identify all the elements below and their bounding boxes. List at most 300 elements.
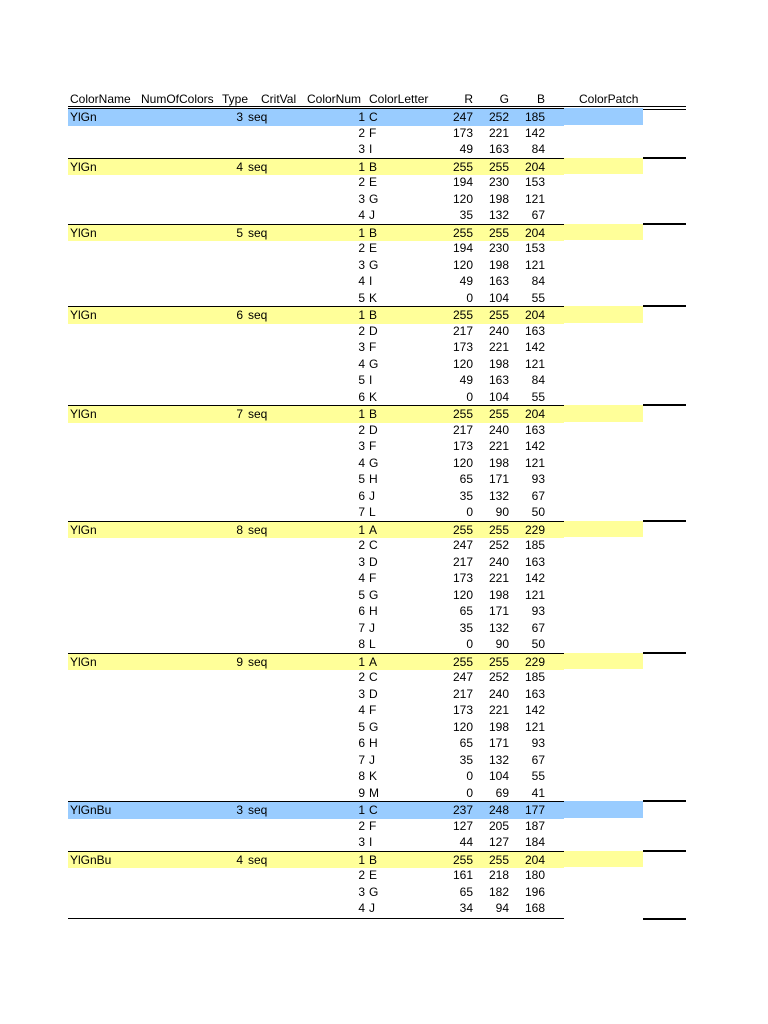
color-name-cell: YlGnBu <box>70 852 112 867</box>
b-value-cell: 84 <box>531 274 545 288</box>
b-value-cell: 204 <box>524 852 545 867</box>
table-row <box>68 768 564 785</box>
r-value-cell: 120 <box>452 719 473 734</box>
color-name-cell: YlGn <box>70 654 97 669</box>
g-value-cell: 255 <box>488 308 509 322</box>
table-row <box>68 323 564 340</box>
color-letter-cell: C <box>369 110 378 124</box>
group-divider-line <box>643 918 686 920</box>
num-of-colors-cell: 8 <box>236 522 243 537</box>
b-value-cell: 153 <box>524 241 545 255</box>
color-letter-cell: G <box>369 455 379 470</box>
color-letter-cell: B <box>369 407 378 421</box>
num-of-colors-cell: 9 <box>236 654 243 669</box>
color-letter-cell: F <box>369 703 377 717</box>
color-letter-cell: G <box>369 356 379 371</box>
color-letter-cell: B <box>369 225 378 240</box>
g-value-cell: 163 <box>488 373 509 387</box>
color-num-cell: 5 <box>358 290 365 305</box>
color-name-cell: YlGn <box>70 110 97 124</box>
r-value-cell: 247 <box>452 110 473 124</box>
num-of-colors-cell: 3 <box>236 110 243 124</box>
g-value-cell: 230 <box>488 241 509 255</box>
table-row <box>68 620 564 637</box>
g-value-cell: 90 <box>495 505 509 519</box>
color-letter-cell: F <box>369 439 377 453</box>
r-value-cell: 255 <box>452 407 473 421</box>
group-divider-line <box>643 157 686 159</box>
table-row <box>68 174 564 191</box>
color-letter-cell: G <box>369 884 379 899</box>
g-value-cell: 69 <box>495 785 509 800</box>
color-letter-cell: C <box>369 538 378 552</box>
color-letter-cell: J <box>369 901 375 915</box>
color-letter-cell: G <box>369 719 379 734</box>
table-row <box>68 356 564 373</box>
g-value-cell: 198 <box>488 455 509 470</box>
g-value-cell: 205 <box>488 818 509 833</box>
g-value-cell: 252 <box>488 538 509 552</box>
color-num-cell: 5 <box>358 587 365 602</box>
color-num-cell: 3 <box>358 340 365 354</box>
color-num-cell: 7 <box>358 505 365 519</box>
color-name-cell: YlGn <box>70 522 97 537</box>
group-divider-line <box>643 850 686 852</box>
color-letter-cell: C <box>369 670 378 684</box>
b-value-cell: 67 <box>531 620 545 635</box>
color-letter-cell: G <box>369 191 379 206</box>
color-num-cell: 2 <box>358 868 365 882</box>
type-cell: seq <box>248 225 268 240</box>
color-letter-cell: J <box>369 752 375 767</box>
color-letter-cell: D <box>369 554 378 569</box>
g-value-cell: 255 <box>488 407 509 421</box>
color-num-cell: 4 <box>358 356 365 371</box>
color-patch-band <box>564 801 643 818</box>
g-value-cell: 94 <box>495 901 509 915</box>
b-value-cell: 184 <box>524 835 545 849</box>
table-row <box>68 801 564 819</box>
g-value-cell: 198 <box>488 587 509 602</box>
b-value-cell: 142 <box>524 439 545 453</box>
color-letter-cell: D <box>369 323 378 338</box>
color-letter-cell: B <box>369 159 378 174</box>
table-row <box>68 306 564 324</box>
g-value-cell: 198 <box>488 191 509 206</box>
table-row <box>68 141 564 158</box>
color-letter-cell: E <box>369 868 378 882</box>
color-num-cell: 2 <box>358 323 365 338</box>
color-letter-cell: J <box>369 620 375 635</box>
b-value-cell: 93 <box>531 604 545 618</box>
g-value-cell: 198 <box>488 719 509 734</box>
r-value-cell: 255 <box>452 225 473 240</box>
table-row <box>68 884 564 901</box>
color-letter-cell: F <box>369 340 377 354</box>
g-value-cell: 171 <box>488 736 509 750</box>
r-value-cell: 35 <box>459 488 473 503</box>
r-value-cell: 217 <box>452 554 473 569</box>
color-num-cell: 2 <box>358 125 365 140</box>
r-value-cell: 255 <box>452 159 473 174</box>
color-num-cell: 3 <box>358 554 365 569</box>
r-value-cell: 0 <box>466 505 473 519</box>
g-value-cell: 221 <box>488 703 509 717</box>
table-row <box>68 537 564 554</box>
g-value-cell: 163 <box>488 274 509 288</box>
b-value-cell: 67 <box>531 488 545 503</box>
type-cell: seq <box>248 522 268 537</box>
table-row <box>68 900 564 917</box>
g-value-cell: 255 <box>488 654 509 669</box>
table-row <box>68 851 564 869</box>
table-row <box>68 438 564 455</box>
color-num-cell: 1 <box>358 407 365 421</box>
color-letter-cell: H <box>369 604 378 618</box>
g-value-cell: 240 <box>488 323 509 338</box>
b-value-cell: 55 <box>531 389 545 404</box>
header-g: G <box>499 92 509 106</box>
r-value-cell: 65 <box>459 736 473 750</box>
b-value-cell: 142 <box>524 340 545 354</box>
r-value-cell: 35 <box>459 208 473 222</box>
r-value-cell: 65 <box>459 884 473 899</box>
g-value-cell: 198 <box>488 356 509 371</box>
color-letter-cell: H <box>369 472 378 486</box>
num-of-colors-cell: 5 <box>236 225 243 240</box>
group-divider-line <box>643 800 686 802</box>
header-rule-top <box>68 106 686 107</box>
r-value-cell: 65 <box>459 604 473 618</box>
color-num-cell: 6 <box>358 389 365 404</box>
b-value-cell: 93 <box>531 736 545 750</box>
table-row <box>68 554 564 571</box>
color-num-cell: 9 <box>358 785 365 800</box>
g-value-cell: 255 <box>488 159 509 174</box>
color-letter-cell: C <box>369 803 378 817</box>
b-value-cell: 142 <box>524 703 545 717</box>
type-cell: seq <box>248 159 268 174</box>
type-cell: seq <box>248 110 268 124</box>
type-cell: seq <box>248 654 268 669</box>
color-letter-cell: L <box>369 637 376 651</box>
color-num-cell: 5 <box>358 373 365 387</box>
num-of-colors-cell: 7 <box>236 407 243 421</box>
table-row <box>68 653 564 671</box>
g-value-cell: 221 <box>488 340 509 354</box>
table-row <box>68 339 564 356</box>
color-letter-cell: D <box>369 422 378 437</box>
g-value-cell: 221 <box>488 571 509 585</box>
b-value-cell: 142 <box>524 571 545 585</box>
color-patch-band <box>564 405 643 422</box>
b-value-cell: 163 <box>524 554 545 569</box>
b-value-cell: 121 <box>524 356 545 371</box>
header-num-of-colors: NumOfColors <box>141 92 214 106</box>
r-value-cell: 120 <box>452 191 473 206</box>
color-num-cell: 2 <box>358 538 365 552</box>
header-r: R <box>464 92 473 106</box>
r-value-cell: 65 <box>459 472 473 486</box>
table-row <box>68 372 564 389</box>
b-value-cell: 50 <box>531 637 545 651</box>
b-value-cell: 185 <box>524 110 545 124</box>
table-row <box>68 752 564 769</box>
color-num-cell: 3 <box>358 686 365 701</box>
num-of-colors-cell: 4 <box>236 852 243 867</box>
r-value-cell: 217 <box>452 323 473 338</box>
color-name-cell: YlGnBu <box>70 803 112 817</box>
r-value-cell: 173 <box>452 703 473 717</box>
r-value-cell: 120 <box>452 587 473 602</box>
r-value-cell: 0 <box>466 785 473 800</box>
num-of-colors-cell: 4 <box>236 159 243 174</box>
group-divider-line <box>643 305 686 307</box>
b-value-cell: 204 <box>524 308 545 322</box>
r-value-cell: 49 <box>459 274 473 288</box>
color-num-cell: 6 <box>358 604 365 618</box>
group-divider-line <box>643 404 686 406</box>
color-patch-band <box>564 653 643 670</box>
r-value-cell: 161 <box>452 868 473 882</box>
color-letter-cell: F <box>369 125 377 140</box>
r-value-cell: 247 <box>452 538 473 552</box>
color-num-cell: 5 <box>358 472 365 486</box>
b-value-cell: 168 <box>524 901 545 915</box>
b-value-cell: 187 <box>524 818 545 833</box>
table-row <box>68 389 564 406</box>
g-value-cell: 240 <box>488 422 509 437</box>
header-type: Type <box>222 92 249 106</box>
b-value-cell: 55 <box>531 769 545 783</box>
color-num-cell: 3 <box>358 257 365 272</box>
r-value-cell: 255 <box>452 522 473 537</box>
r-value-cell: 217 <box>452 686 473 701</box>
table-row <box>68 702 564 719</box>
color-name-cell: YlGn <box>70 159 97 174</box>
g-value-cell: 221 <box>488 439 509 453</box>
color-num-cell: 1 <box>358 803 365 817</box>
r-value-cell: 0 <box>466 290 473 305</box>
b-value-cell: 121 <box>524 191 545 206</box>
b-value-cell: 204 <box>524 225 545 240</box>
table-row <box>68 504 564 521</box>
table-row <box>68 636 564 653</box>
b-value-cell: 121 <box>524 719 545 734</box>
group-divider-line <box>643 520 686 522</box>
header-color-name: ColorName <box>70 92 131 106</box>
b-value-cell: 153 <box>524 175 545 189</box>
color-num-cell: 2 <box>358 422 365 437</box>
color-letter-cell: A <box>369 654 378 669</box>
table-row <box>68 240 564 257</box>
b-value-cell: 84 <box>531 142 545 156</box>
num-of-colors-cell: 6 <box>236 308 243 322</box>
r-value-cell: 120 <box>452 356 473 371</box>
color-name-cell: YlGn <box>70 407 97 421</box>
r-value-cell: 255 <box>452 654 473 669</box>
table-row <box>68 719 564 736</box>
b-value-cell: 121 <box>524 455 545 470</box>
header-color-letter: ColorLetter <box>369 92 429 106</box>
g-value-cell: 218 <box>488 868 509 882</box>
table-row <box>68 422 564 439</box>
group-divider-line <box>643 223 686 225</box>
r-value-cell: 255 <box>452 308 473 322</box>
r-value-cell: 120 <box>452 455 473 470</box>
g-value-cell: 255 <box>488 225 509 240</box>
header-crit-val: CritVal <box>261 92 297 106</box>
table-row <box>68 207 564 224</box>
color-num-cell: 6 <box>358 736 365 750</box>
table-row <box>68 570 564 587</box>
b-value-cell: 229 <box>524 522 545 537</box>
color-letter-cell: J <box>369 208 375 222</box>
b-value-cell: 204 <box>524 407 545 421</box>
color-letter-cell: E <box>369 241 378 255</box>
g-value-cell: 198 <box>488 257 509 272</box>
table-row <box>68 290 564 307</box>
num-of-colors-cell: 3 <box>236 803 243 817</box>
table-row <box>68 273 564 290</box>
color-num-cell: 5 <box>358 719 365 734</box>
r-value-cell: 0 <box>466 637 473 651</box>
g-value-cell: 104 <box>488 389 509 404</box>
r-value-cell: 120 <box>452 257 473 272</box>
b-value-cell: 55 <box>531 290 545 305</box>
r-value-cell: 217 <box>452 422 473 437</box>
r-value-cell: 35 <box>459 620 473 635</box>
table-row <box>68 834 564 851</box>
color-num-cell: 8 <box>358 637 365 651</box>
group-divider-line <box>643 652 686 654</box>
color-num-cell: 1 <box>358 522 365 537</box>
table-row <box>68 471 564 488</box>
color-letter-cell: J <box>369 488 375 503</box>
color-letter-cell: I <box>369 274 373 288</box>
b-value-cell: 163 <box>524 686 545 701</box>
color-num-cell: 3 <box>358 142 365 156</box>
table-row <box>68 455 564 472</box>
type-cell: seq <box>248 308 268 322</box>
color-letter-cell: A <box>369 522 378 537</box>
g-value-cell: 90 <box>495 637 509 651</box>
color-patch-band <box>564 306 643 323</box>
g-value-cell: 163 <box>488 142 509 156</box>
color-num-cell: 1 <box>358 225 365 240</box>
g-value-cell: 132 <box>488 208 509 222</box>
r-value-cell: 173 <box>452 340 473 354</box>
r-value-cell: 44 <box>459 835 473 849</box>
r-value-cell: 127 <box>452 818 473 833</box>
b-value-cell: 185 <box>524 538 545 552</box>
r-value-cell: 194 <box>452 175 473 189</box>
type-cell: seq <box>248 407 268 421</box>
color-num-cell: 2 <box>358 241 365 255</box>
b-value-cell: 93 <box>531 472 545 486</box>
color-num-cell: 2 <box>358 670 365 684</box>
g-value-cell: 132 <box>488 620 509 635</box>
r-value-cell: 194 <box>452 241 473 255</box>
color-patch-band <box>564 224 643 241</box>
color-num-cell: 6 <box>358 488 365 503</box>
b-value-cell: 163 <box>524 422 545 437</box>
b-value-cell: 67 <box>531 208 545 222</box>
color-letter-cell: L <box>369 505 376 519</box>
b-value-cell: 84 <box>531 373 545 387</box>
r-value-cell: 173 <box>452 439 473 453</box>
color-num-cell: 3 <box>358 439 365 453</box>
table-row <box>68 603 564 620</box>
color-patch-band <box>564 851 643 868</box>
color-num-cell: 1 <box>358 852 365 867</box>
g-value-cell: 171 <box>488 604 509 618</box>
table-row <box>68 521 564 539</box>
g-value-cell: 127 <box>488 835 509 849</box>
r-value-cell: 173 <box>452 571 473 585</box>
b-value-cell: 180 <box>524 868 545 882</box>
b-value-cell: 121 <box>524 257 545 272</box>
color-letter-cell: I <box>369 142 373 156</box>
r-value-cell: 255 <box>452 852 473 867</box>
color-num-cell: 3 <box>358 191 365 206</box>
color-letter-cell: K <box>369 389 378 404</box>
table-row <box>68 867 564 884</box>
table-row <box>68 488 564 505</box>
table-row <box>68 785 564 802</box>
color-num-cell: 1 <box>358 308 365 322</box>
color-patch-band <box>564 158 643 175</box>
table-row <box>68 257 564 274</box>
table-row <box>68 108 564 126</box>
color-num-cell: 7 <box>358 620 365 635</box>
color-num-cell: 4 <box>358 703 365 717</box>
g-value-cell: 132 <box>488 488 509 503</box>
table-row <box>68 818 564 835</box>
b-value-cell: 204 <box>524 159 545 174</box>
color-num-cell: 1 <box>358 159 365 174</box>
table-row <box>68 686 564 703</box>
b-value-cell: 229 <box>524 654 545 669</box>
g-value-cell: 240 <box>488 686 509 701</box>
color-patch-band <box>564 108 643 125</box>
color-num-cell: 1 <box>358 110 365 124</box>
color-num-cell: 8 <box>358 769 365 783</box>
g-value-cell: 240 <box>488 554 509 569</box>
color-num-cell: 4 <box>358 208 365 222</box>
color-letter-cell: F <box>369 571 377 585</box>
b-value-cell: 196 <box>524 884 545 899</box>
table-row <box>68 125 564 142</box>
g-value-cell: 255 <box>488 522 509 537</box>
color-num-cell: 3 <box>358 835 365 849</box>
table-row <box>68 669 564 686</box>
g-value-cell: 132 <box>488 752 509 767</box>
b-value-cell: 185 <box>524 670 545 684</box>
color-letter-cell: F <box>369 818 377 833</box>
g-value-cell: 255 <box>488 852 509 867</box>
color-letter-cell: E <box>369 175 378 189</box>
table-row <box>68 587 564 604</box>
g-value-cell: 171 <box>488 472 509 486</box>
color-num-cell: 1 <box>358 654 365 669</box>
color-patch-band <box>564 521 643 538</box>
color-num-cell: 4 <box>358 455 365 470</box>
header-color-patch: ColorPatch <box>579 92 639 106</box>
type-cell: seq <box>248 803 268 817</box>
color-num-cell: 2 <box>358 818 365 833</box>
b-value-cell: 177 <box>524 803 545 817</box>
